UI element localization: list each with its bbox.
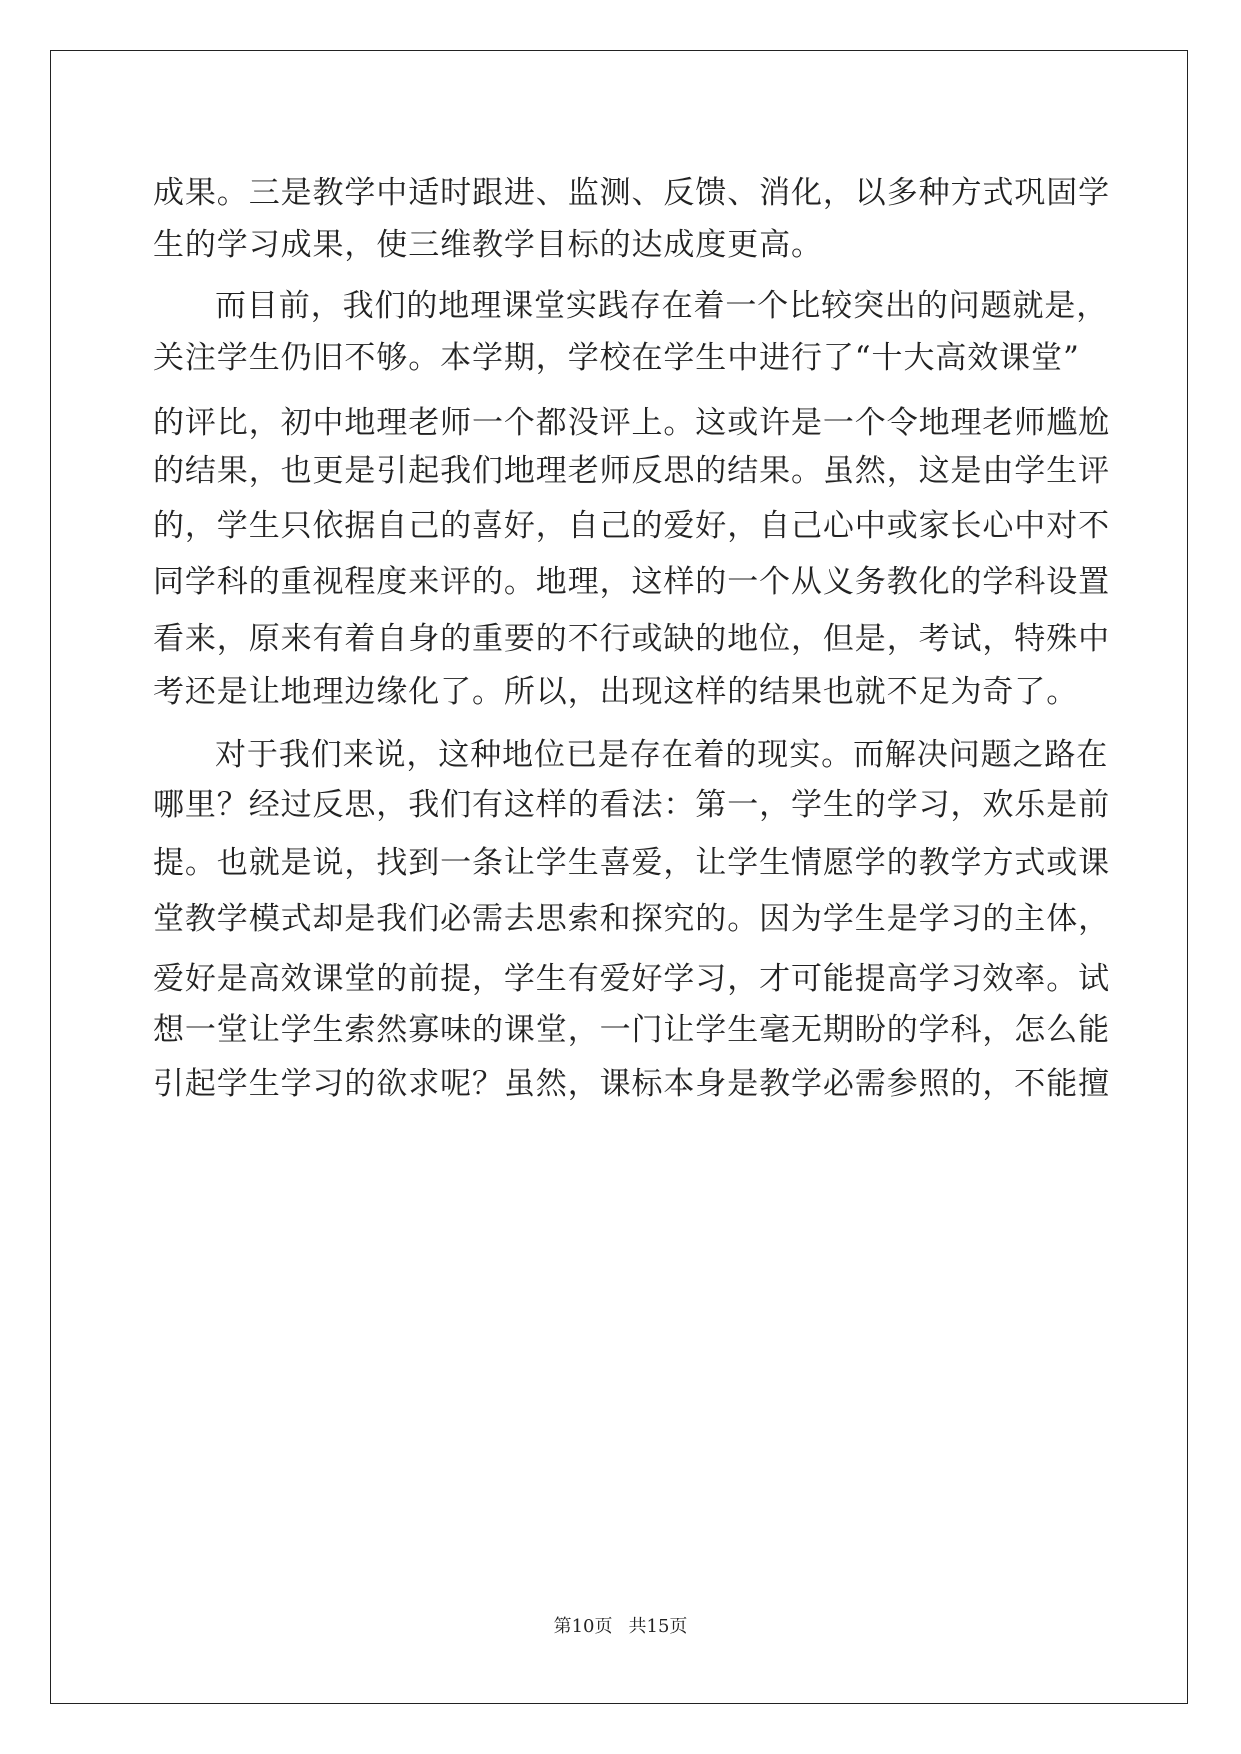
text-line: 提。也就是说，找到一条让学生喜爱，让学生情愿学的教学方式或课 (153, 845, 1110, 881)
text-line: 的评比，初中地理老师一个都没评上。这或许是一个令地理老师尴尬 (153, 405, 1110, 441)
text-line: 看来，原来有着自身的重要的不行或缺的地位，但是，考试，特殊中 (153, 621, 1110, 657)
text-line: 生的学习成果，使三维教学目标的达成度更高。 (153, 227, 823, 263)
text-line: 而目前，我们的地理课堂实践存在着一个比较突出的问题就是， (215, 288, 1109, 324)
text-line: 爱好是高效课堂的前提，学生有爱好学习，才可能提高学习效率。试 (153, 961, 1110, 997)
text-line: 成果。三是教学中适时跟进、监测、反馈、消化，以多种方式巩固学 (153, 175, 1110, 211)
text-line: 对于我们来说，这种地位已是存在着的现实。而解决问题之路在 (215, 737, 1109, 773)
text-line: 的，学生只依据自己的喜好，自己的爱好，自己心中或家长心中对不 (153, 508, 1110, 544)
page-number-total: 共15页 (628, 1616, 688, 1637)
text-line: 哪里？经过反思，我们有这样的看法：第一，学生的学习，欢乐是前 (153, 787, 1110, 823)
text-line: 堂教学模式却是我们必需去思索和探究的。因为学生是学习的主体， (153, 901, 1110, 937)
text-line: 想一堂让学生索然寡味的课堂，一门让学生毫无期盼的学科，怎么能 (153, 1012, 1110, 1048)
text-line: 同学科的重视程度来评的。地理，这样的一个从义务教化的学科设置 (153, 564, 1110, 600)
text-line: 引起学生学习的欲求呢？虽然，课标本身是教学必需参照的，不能擅 (153, 1066, 1110, 1102)
page-footer (0, 1612, 1241, 1638)
text-line: 的结果，也更是引起我们地理老师反思的结果。虽然，这是由学生评 (153, 453, 1110, 489)
text-line: 关注学生仍旧不够。本学期，学校在学生中进行了“十大高效课堂” (153, 340, 1080, 376)
page-number-current: 第10页 (553, 1616, 613, 1637)
text-line: 考还是让地理边缘化了。所以，出现这样的结果也就不足为奇了。 (153, 674, 1079, 710)
